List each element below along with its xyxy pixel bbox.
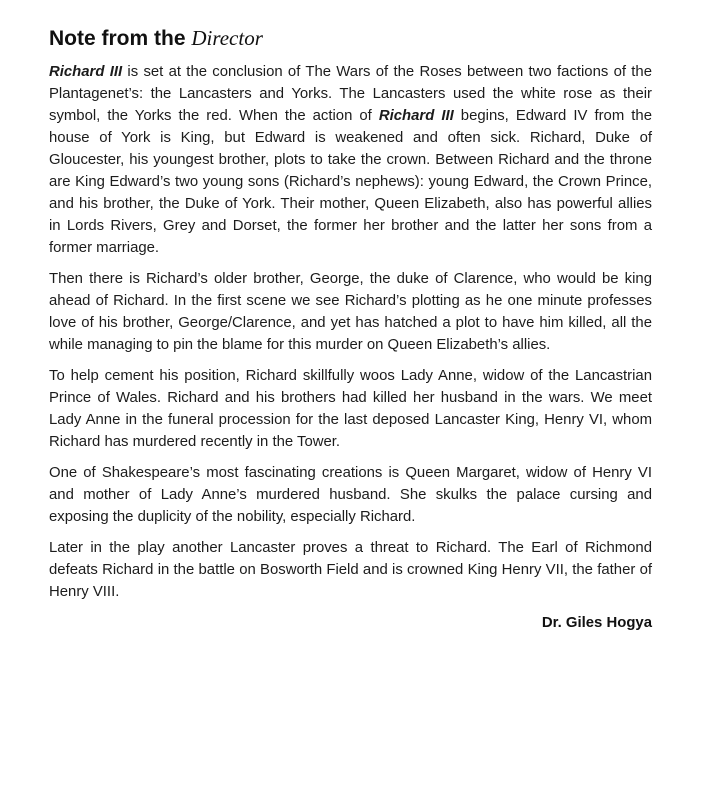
paragraph-1-text-b: begins, Edward IV from the house of York is King, but Edward is weakened and often sick. Richard, Duke of Gloucester, his youngest brother, plots to take the crown. Between Richard and the throne are King Edward’s two young sons (Richard’s nephews): young Edward, the Crown Prince, and his brother, the Duke of York. Their mother, Queen Elizabeth, also has powerful allies in Lords Rivers, Grey and Dorset, the former her brother and the latter her sons from a former marriage. bbox=[49, 108, 652, 256]
title-main: Note from the bbox=[49, 27, 186, 50]
paragraph-3: To help cement his position, Richard skillfully woos Lady Anne, widow of the Lancastrian Prince of Wales. Richard and his brothers had killed her husband in the wars. We meet Lady Anne in the funeral procession for the last deposed Lancaster King, Henry VI, whom Richard has murdered recently in the Tower. bbox=[49, 368, 652, 450]
director-note bbox=[49, 24, 652, 634]
paragraph-1 bbox=[49, 61, 652, 259]
page-title bbox=[49, 24, 652, 53]
paragraph-1-text-a: is set at the conclusion of The Wars of the Roses between two factions of the Plantagenet’s: the Lancasters and Yorks. The Lancasters used the white rose as their symbol, the Yorks the red. When the action of bbox=[49, 64, 652, 124]
signature: Dr. Giles Hogya bbox=[541, 615, 652, 631]
title-italic: Director bbox=[191, 26, 263, 50]
paragraph-4: One of Shakespeare’s most fascinating creations is Queen Margaret, widow of Henry VI and mother of Lady Anne’s murdered husband. She skulks the palace cursing and exposing the duplicity of the nobility, especially Richard. bbox=[49, 465, 652, 525]
paragraph-2: Then there is Richard’s older brother, George, the duke of Clarence, who would be king ahead of Richard. In the first scene we see Richard’s plotting as he one minute professes love of his brother, George/Clarence, and yet has hatched a plot to have him killed, all the while managing to pin the blame for this murder on Queen Elizabeth’s allies. bbox=[49, 271, 652, 353]
play-title-ref: Richard III bbox=[378, 108, 454, 124]
play-title-ref: Richard III bbox=[49, 64, 123, 80]
paragraph-5: Later in the play another Lancaster proves a threat to Richard. The Earl of Richmond defeats Richard in the battle on Bosworth Field and is crowned King Henry VII, the father of Henry VIII. bbox=[49, 540, 652, 600]
